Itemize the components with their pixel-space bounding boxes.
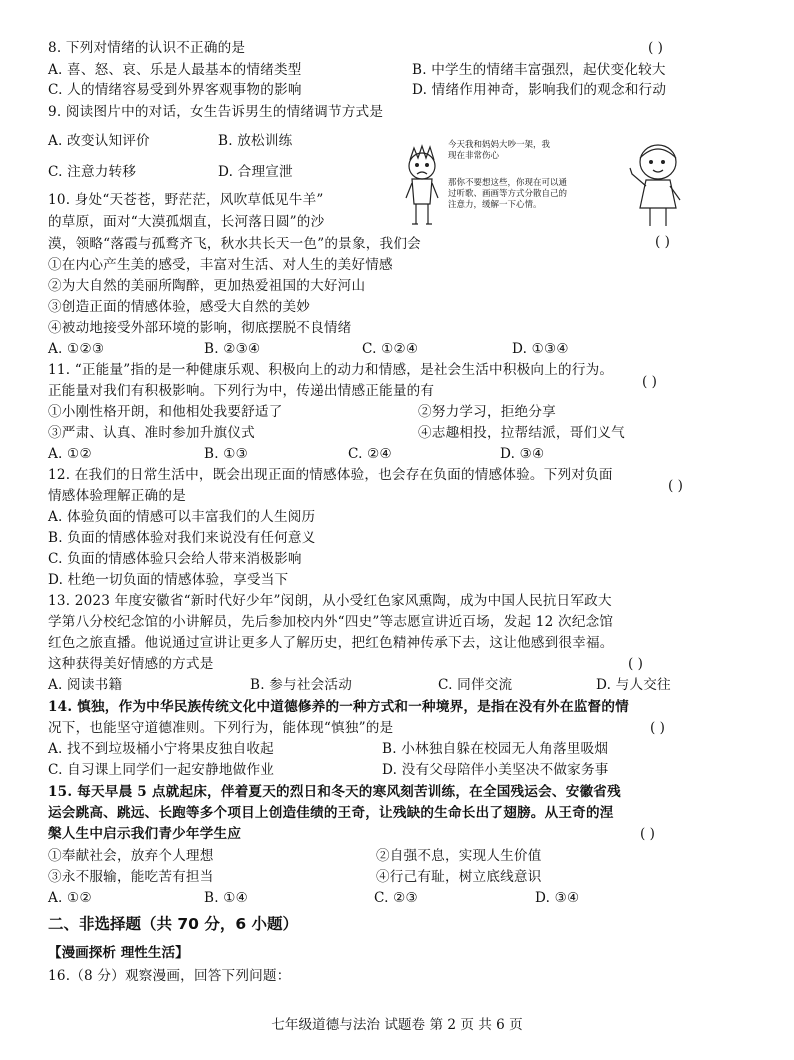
q15-item-2: ②自强不息，实现人生价值 — [376, 848, 542, 864]
q10-option-c: C. ①②④ — [362, 341, 419, 357]
q13-stem-line4: 这种获得美好情感的方式是 — [48, 656, 214, 672]
q8-option-b: B. 中学生的情绪丰富强烈，起伏变化较大 — [412, 62, 666, 78]
q12-option-c: C. 负面的情感体验只会给人带来消极影响 — [48, 551, 302, 567]
q10-item-2: ②为大自然的美丽所陶醉，更加热爱祖国的大好河山 — [48, 278, 366, 294]
q10-stem-line3: 漠，领略“落霞与孤鹜齐飞，秋水共长天一色”的景象，我们会 — [48, 236, 421, 252]
q13-stem-line3: 红色之旅直播。他说通过宣讲让更多人了解历史，把红色精神传承下去，这让他感到很幸福。 — [48, 635, 614, 651]
q8-option-a: A. 喜、怒、哀、乐是人最基本的情绪类型 — [48, 62, 302, 78]
q15-stem-line2: 运会跳高、跳远、长跑等多个项目上创造佳绩的王奇，让残缺的生命长出了翅膀。从王奇的涅 — [48, 805, 614, 821]
q15-stem-line1: 15. 每天早晨 5 点就起床，伴着夏天的烈日和冬天的寒风刻苦训练，在全国残运会、安徽省残 — [48, 784, 621, 800]
q9-stem: 9. 阅读图片中的对话，女生告诉男生的情绪调节方式是 — [48, 104, 384, 120]
q8-stem: 8. 下列对情绪的认识不正确的是 — [48, 40, 246, 56]
girl-figure — [630, 145, 680, 226]
q15-item-4: ④行己有耻，树立底线意识 — [376, 869, 542, 885]
q11-item-1: ①小刚性格开朗，和他相处我要舒适了 — [48, 404, 283, 420]
q13-stem-line1: 13. 2023 年度安徽省“新时代好少年”闵朗，从小受红色家风熏陶，成为中国人民抗日军政大 — [48, 593, 612, 609]
q14-option-d: D. 没有父母陪伴小美坚决不做家务事 — [382, 762, 609, 778]
q12-option-b: B. 负面的情感体验对我们来说没有任何意义 — [48, 530, 316, 546]
q9-option-d: D. 合理宣泄 — [218, 164, 293, 180]
q11-answer-paren: ( ) — [642, 374, 657, 390]
q10-stem-line1: 10. 身处“天苍苍，野茫茫，风吹草低见牛羊” — [48, 192, 324, 208]
q15-stem-line3: 槃人生中启示我们青少年学生应 — [48, 826, 242, 842]
q11-option-b: B. ①③ — [204, 446, 249, 462]
q9-option-c: C. 注意力转移 — [48, 164, 137, 180]
q11-stem-line1: 11. “正能量”指的是一种健康乐观、积极向上的动力和情感，是社会生活中积极向上的行为。 — [48, 362, 614, 378]
q10-item-3: ③创造正面的情感体验，感受大自然的美妙 — [48, 299, 311, 315]
q14-option-a: A. 找不到垃圾桶小宁将果皮独自收起 — [48, 741, 274, 757]
q12-stem-line2: 情感体验理解正确的是 — [48, 488, 186, 504]
q14-stem-line1: 14. 慎独，作为中华民族传统文化中道德修养的一种方式和一种境界，是指在没有外在监督的情 — [48, 699, 629, 715]
q15-option-c: C. ②③ — [374, 890, 418, 906]
q14-answer-paren: ( ) — [650, 720, 665, 736]
q11-option-c: C. ②④ — [348, 446, 392, 462]
sad-boy-figure — [406, 146, 438, 224]
q11-item-4: ④志趣相投，拉帮结派，哥们义气 — [418, 425, 625, 441]
q15-option-a: A. ①② — [48, 890, 92, 906]
q9-option-b: B. 放松训练 — [218, 133, 293, 149]
section-2-heading: 二、非选择题（共 70 分，6 小题） — [48, 915, 299, 933]
q12-stem-line1: 12. 在我们的日常生活中，既会出现正面的情感体验，也会存在负面的情感体验。下列对负面 — [48, 467, 613, 483]
section-2-subheading: 【漫画探析 理性生活】 — [48, 945, 189, 961]
q11-item-2: ②努力学习，拒绝分享 — [418, 404, 556, 420]
boy-speech-bubble-line1: 今天我和妈妈大吵一架，我 — [448, 140, 551, 150]
q15-answer-paren: ( ) — [640, 826, 655, 842]
q10-option-b: B. ②③④ — [204, 341, 261, 357]
q14-option-b: B. 小林独自躲在校园无人角落里吸烟 — [382, 741, 609, 757]
q12-option-a: A. 体验负面的情感可以丰富我们的人生阅历 — [48, 509, 316, 525]
q10-option-a: A. ①②③ — [48, 341, 105, 357]
q10-option-d: D. ①③④ — [512, 341, 569, 357]
girl-speech-bubble-line3: 注意力，缓解一下心情。 — [448, 200, 542, 210]
q13-answer-paren: ( ) — [628, 656, 643, 672]
q11-item-3: ③严肃、认真、准时参加升旗仪式 — [48, 425, 255, 441]
q10-stem-line2: 的草原，面对“大漠孤烟直，长河落日圆”的沙 — [48, 214, 325, 230]
girl-speech-bubble-line2: 过听歌、画画等方式分散自己的 — [448, 189, 568, 199]
q10-item-1: ①在内心产生美的感受，丰富对生活、对人生的美好情感 — [48, 257, 393, 273]
q14-stem-line2: 况下，也能坚守道德准则。下列行为，能体现“慎独”的是 — [48, 720, 394, 736]
q13-option-c: C. 同伴交流 — [438, 677, 513, 693]
q8-option-c: C. 人的情绪容易受到外界客观事物的影响 — [48, 82, 302, 98]
q10-item-4: ④被动地接受外部环境的影响，彻底摆脱不良情绪 — [48, 320, 352, 336]
q15-item-1: ①奉献社会，放弃个人理想 — [48, 848, 214, 864]
q14-option-c: C. 自习课上同学们一起安静地做作业 — [48, 762, 275, 778]
boy-speech-bubble-line2: 现在非常伤心 — [448, 151, 500, 161]
q12-option-d: D. 杜绝一切负面的情感体验，享受当下 — [48, 572, 289, 588]
page-footer: 七年级道德与法治 试题卷 第 2 页 共 6 页 — [271, 1017, 523, 1033]
q9-option-a: A. 改变认知评价 — [48, 133, 150, 149]
q12-answer-paren: ( ) — [668, 478, 683, 494]
q8-answer-paren: ( ) — [648, 40, 663, 56]
q13-option-d: D. 与人交往 — [596, 677, 671, 693]
q11-stem-line2: 正能量对我们有积极影响。下列行为中，传递出情感正能量的有 — [48, 383, 435, 399]
q11-option-d: D. ③④ — [500, 446, 545, 462]
q15-option-d: D. ③④ — [535, 890, 580, 906]
q11-option-a: A. ①② — [48, 446, 92, 462]
q16-stem: 16.（8 分）观察漫画，回答下列问题： — [48, 968, 291, 984]
q15-item-3: ③永不服输，能吃苦有担当 — [48, 869, 214, 885]
q15-option-b: B. ①④ — [204, 890, 249, 906]
q13-option-a: A. 阅读书籍 — [48, 677, 123, 693]
q8-option-d: D. 情绪作用神奇，影响我们的观念和行动 — [412, 82, 667, 98]
q13-stem-line2: 学第八分校纪念馆的小讲解员，先后参加校内外“四史”等志愿宣讲近百场，发起 12 次纪念馆 — [48, 614, 614, 630]
q13-option-b: B. 参与社会活动 — [250, 677, 352, 693]
q10-answer-paren: ( ) — [655, 234, 670, 250]
girl-speech-bubble-line1: 那你不要想这些，你现在可以通 — [448, 178, 568, 188]
